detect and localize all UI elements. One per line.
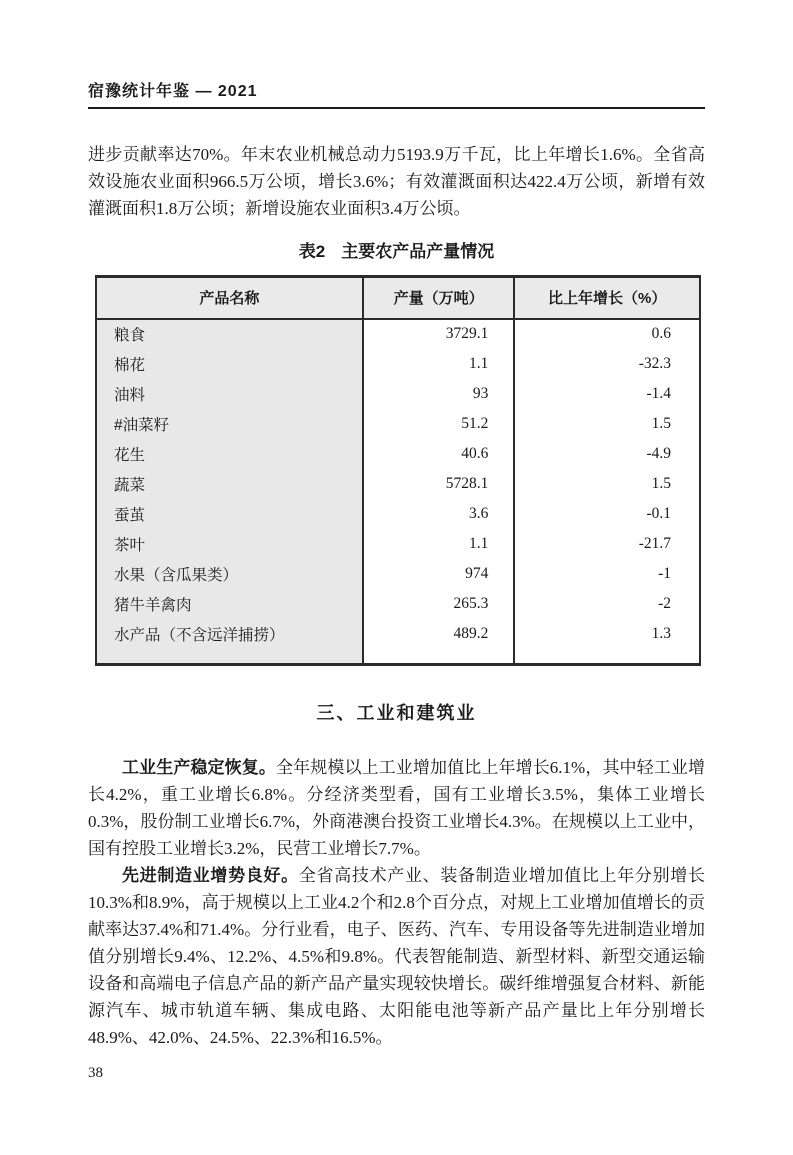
cell-growth-value: -4.9	[514, 439, 700, 469]
industry-paragraph-2-body: 全省高技术产业、装备制造业增加值比上年分别增长10.3%和8.9%，高于规模以上工业4.2个和2.8个百分点，对规上工业增加值增长的贡献率达37.4%和71.4%。分行业看，电子、医药、汽车、专用设备等先进制造业增加值分别增长9.4%、12.2%、4.5%和9.8%。代表智能制造、新型材料、新型交通运输设备和高端电子信息产品的新产品产量实现较快增长。碳纤维增强复合材料、新能源汽车、城市轨道车辆、集成电路、太阳能电池等新产品产量比上年分别增长48.9%、42.0%、24.5%、22.3%和16.5%。	[88, 866, 705, 1047]
cell-output-value: 93	[363, 379, 515, 409]
table-row	[96, 349, 700, 379]
cell-output-value: 40.6	[363, 439, 515, 469]
table-row	[96, 379, 700, 409]
cell-product-name: 猪牛羊禽肉	[96, 589, 363, 619]
page-number: 38	[88, 1065, 103, 1081]
cell-product-name: #油菜籽	[96, 409, 363, 439]
spacer-cell	[96, 649, 363, 665]
cell-output-value: 265.3	[363, 589, 515, 619]
cell-growth-value: 1.5	[514, 409, 700, 439]
cell-growth-value: -1.4	[514, 379, 700, 409]
cell-product-name: 茶叶	[96, 529, 363, 559]
table-header-row	[96, 277, 700, 319]
industry-paragraph-1	[88, 754, 705, 862]
page-title: 宿豫统计年鉴 — 2021	[88, 83, 258, 100]
cell-output-value: 1.1	[363, 529, 515, 559]
table-spacer-row	[96, 649, 700, 665]
agri-products-table	[95, 275, 701, 666]
cell-product-name: 油料	[96, 379, 363, 409]
table-row	[96, 529, 700, 559]
cell-product-name: 水果（含瓜果类）	[96, 559, 363, 589]
table-row	[96, 499, 700, 529]
section-heading: 三、工业和建筑业	[316, 703, 477, 723]
industry-paragraph-1-body: 全年规模以上工业增加值比上年增长6.1%，其中轻工业增长4.2%，重工业增长6.8%。分经济类型看，国有工业增长3.5%，集体工业增长0.3%，股份制工业增长6.7%，外商港澳台投资工业增长4.3%。在规模以上工业中，国有控股工业增长3.2%，民营工业增长7.7%。	[88, 758, 705, 858]
cell-growth-value: -2	[514, 589, 700, 619]
cell-growth-value: -32.3	[514, 349, 700, 379]
cell-output-value: 974	[363, 559, 515, 589]
table-row	[96, 409, 700, 439]
cell-output-value: 3.6	[363, 499, 515, 529]
table-row	[96, 559, 700, 589]
agriculture-paragraph: 进步贡献率达70%。年末农业机械总动力5193.9万千瓦，比上年增长1.6%。全省高效设施农业面积966.5万公顷，增长3.6%；有效灌溉面积达422.4万公顷，新增有效灌溉面积1.8万公顷；新增设施农业面积3.4万公顷。	[88, 145, 705, 218]
column-header-growth: 比上年增长（%）	[514, 277, 700, 319]
industry-paragraph-1-lead: 工业生产稳定恢复。	[122, 758, 277, 777]
table-caption-label: 表2	[298, 242, 326, 261]
table-row	[96, 589, 700, 619]
cell-product-name: 粮食	[96, 319, 363, 349]
running-head	[88, 78, 705, 109]
cell-product-name: 棉花	[96, 349, 363, 379]
cell-growth-value: -0.1	[514, 499, 700, 529]
table-body	[96, 319, 700, 665]
yearbook-page	[0, 78, 793, 1155]
spacer-cell	[514, 649, 700, 665]
industry-paragraph-2-lead: 先进制造业增势良好。	[122, 866, 299, 885]
industry-paragraph-2	[88, 862, 705, 1051]
cell-product-name: 蔬菜	[96, 469, 363, 499]
cell-output-value: 1.1	[363, 349, 515, 379]
cell-growth-value: -21.7	[514, 529, 700, 559]
table-row	[96, 469, 700, 499]
cell-growth-value: -1	[514, 559, 700, 589]
table-row	[96, 439, 700, 469]
cell-growth-value: 1.3	[514, 619, 700, 649]
cell-output-value: 5728.1	[363, 469, 515, 499]
column-header-product: 产品名称	[96, 277, 363, 319]
cell-product-name: 蚕茧	[96, 499, 363, 529]
spacer-cell	[363, 649, 515, 665]
cell-output-value: 51.2	[363, 409, 515, 439]
cell-output-value: 3729.1	[363, 319, 515, 349]
cell-product-name: 水产品（不含远洋捕捞）	[96, 619, 363, 649]
cell-output-value: 489.2	[363, 619, 515, 649]
cell-product-name: 花生	[96, 439, 363, 469]
cell-growth-value: 1.5	[514, 469, 700, 499]
cell-growth-value: 0.6	[514, 319, 700, 349]
table-row	[96, 619, 700, 649]
table-caption-text: 主要农产品产量情况	[341, 242, 495, 261]
table-header	[96, 277, 700, 319]
table-caption	[0, 240, 793, 264]
table-row	[96, 319, 700, 349]
column-header-output: 产量（万吨）	[363, 277, 515, 319]
